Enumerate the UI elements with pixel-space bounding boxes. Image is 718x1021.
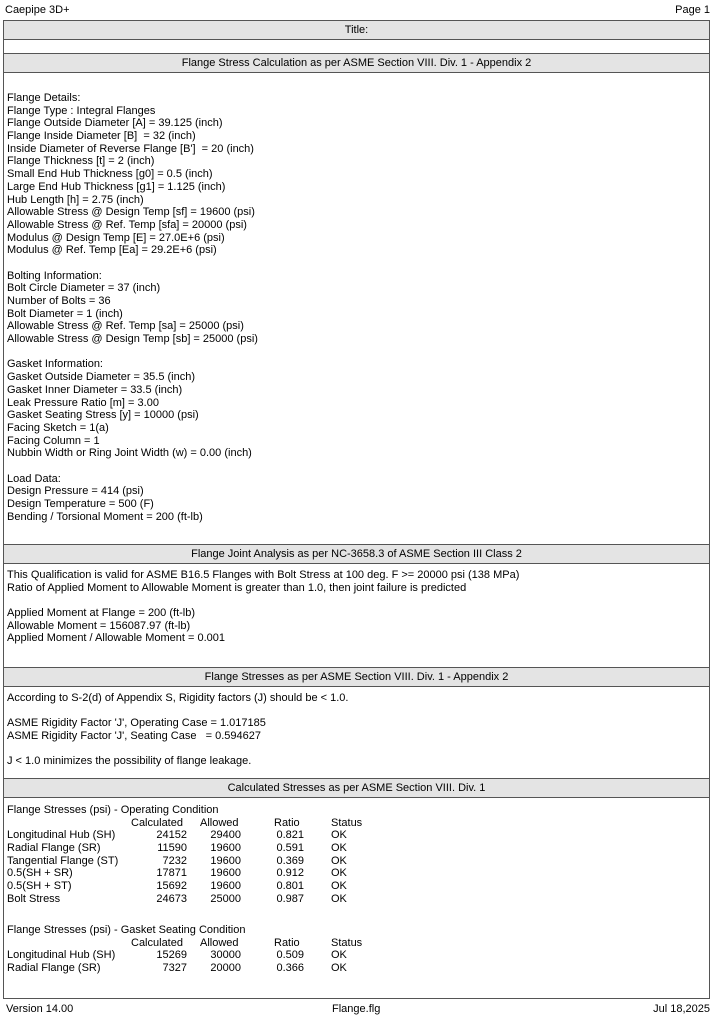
text-line: Allowable Moment = 156087.97 (ft-lb) bbox=[7, 619, 191, 632]
text-line: Flange Outside Diameter [A] = 39.125 (inch) bbox=[7, 117, 223, 130]
table-cell: 24152 bbox=[156, 829, 187, 842]
table-cell: OK bbox=[331, 962, 347, 975]
text-line: Small End Hub Thickness [g0] = 0.5 (inch) bbox=[7, 168, 213, 181]
text-line: This Qualification is valid for ASME B16.5 Flanges with Bolt Stress at 100 deg. F >= 20000 psi (138 MPa) bbox=[7, 569, 520, 581]
text-line: Hub Length [h] = 2.75 (inch) bbox=[7, 193, 144, 206]
app-name: Caepipe 3D+ bbox=[5, 4, 70, 16]
table-cell: 0.801 bbox=[276, 880, 304, 893]
table-row bbox=[7, 880, 347, 893]
table-cell: OK bbox=[331, 829, 347, 842]
text-line: Bolt Circle Diameter = 37 (inch) bbox=[7, 282, 161, 295]
table-cell: 0.5(SH + ST) bbox=[7, 880, 72, 893]
text-line: Load Data: bbox=[7, 472, 61, 485]
text-line: Flange Inside Diameter [B] = 32 (inch) bbox=[7, 130, 196, 143]
table-cell: 20000 bbox=[210, 962, 241, 975]
text-line: Applied Moment / Allowable Moment = 0.001 bbox=[7, 632, 225, 645]
section-heading-joint-analysis: Flange Joint Analysis as per NC-3658.3 of ASME Section III Class 2 bbox=[4, 544, 709, 564]
title-label: Title: bbox=[4, 21, 709, 40]
section-heading-flange-calc: Flange Stress Calculation as per ASME Section VIII. Div. 1 - Appendix 2 bbox=[4, 53, 709, 73]
column-header: Ratio bbox=[274, 936, 300, 949]
column-header: Calculated bbox=[131, 816, 183, 829]
table-cell: 19600 bbox=[210, 842, 241, 855]
section-heading-calculated: Calculated Stresses as per ASME Section VIII. Div. 1 bbox=[4, 778, 709, 798]
flange-details-block bbox=[7, 92, 258, 523]
column-header: Status bbox=[331, 936, 363, 949]
table-cell: OK bbox=[331, 867, 347, 880]
section-heading-flange-stresses: Flange Stresses as per ASME Section VIII. Div. 1 - Appendix 2 bbox=[4, 667, 709, 687]
text-line: Large End Hub Thickness [g1] = 1.125 (inch) bbox=[7, 180, 226, 193]
blank-line bbox=[7, 743, 348, 756]
table-row bbox=[7, 854, 347, 868]
table-cell: 11590 bbox=[157, 842, 187, 855]
table-header bbox=[7, 816, 363, 830]
text-line: Applied Moment at Flange = 200 (ft-lb) bbox=[7, 607, 196, 620]
table-cell: 0.821 bbox=[276, 829, 304, 842]
table-cell: Longitudinal Hub (SH) bbox=[7, 829, 116, 842]
table-row bbox=[7, 962, 347, 975]
table-cell: 24673 bbox=[156, 892, 187, 905]
table-cell: 7327 bbox=[162, 962, 187, 975]
text-line: Number of Bolts = 36 bbox=[7, 295, 111, 307]
column-header: Ratio bbox=[274, 816, 300, 829]
text-line: Gasket Information: bbox=[7, 358, 103, 371]
text-line: Allowable Stress @ Ref. Temp [sa] = 25000 (psi) bbox=[7, 320, 244, 333]
text-line: Facing Column = 1 bbox=[7, 434, 100, 447]
column-header: Allowed bbox=[200, 936, 239, 949]
table-cell: 25000 bbox=[210, 892, 241, 905]
text-line: Facing Sketch = 1(a) bbox=[7, 421, 109, 434]
text-line: Nubbin Width or Ring Joint Width (w) = 0.00 (inch) bbox=[7, 447, 252, 460]
text-line: Allowable Stress @ Design Temp [sf] = 19600 (psi) bbox=[7, 206, 255, 219]
file-name: Flange.flg bbox=[332, 1003, 381, 1015]
blank-line bbox=[7, 257, 258, 270]
table-cell: 29400 bbox=[210, 829, 241, 842]
report-date: Jul 18,2025 bbox=[653, 1003, 710, 1015]
table-cell: Radial Flange (SR) bbox=[7, 842, 101, 855]
table-row bbox=[7, 949, 347, 962]
text-line: Allowable Stress @ Design Temp [sb] = 25000 (psi) bbox=[7, 333, 258, 346]
table-header bbox=[7, 936, 363, 950]
text-line: According to S-2(d) of Appendix S, Rigidity factors (J) should be < 1.0. bbox=[7, 692, 349, 704]
text-line: Gasket Inner Diameter = 33.5 (inch) bbox=[7, 383, 183, 396]
table-cell: 7232 bbox=[162, 854, 187, 867]
text-line: Gasket Seating Stress [y] = 10000 (psi) bbox=[7, 409, 199, 422]
table-cell: 0.987 bbox=[276, 892, 304, 905]
table-cell: OK bbox=[331, 854, 347, 867]
table-cell: 0.509 bbox=[276, 949, 304, 962]
table-cell: OK bbox=[331, 880, 347, 893]
table-cell: OK bbox=[331, 949, 347, 962]
table-cell: 0.591 bbox=[276, 842, 304, 855]
table-row bbox=[7, 867, 347, 880]
text-line: ASME Rigidity Factor 'J', Operating Case = 1.017185 bbox=[7, 717, 266, 730]
text-line: Leak Pressure Ratio [m] = 3.00 bbox=[7, 396, 159, 409]
table-cell: 19600 bbox=[210, 880, 241, 893]
table-row bbox=[7, 829, 347, 842]
table-cell: Bolt Stress bbox=[7, 892, 61, 905]
table-cell: 0.5(SH + SR) bbox=[7, 867, 73, 880]
version-label: Version 14.00 bbox=[6, 1003, 74, 1015]
text-line: Ratio of Applied Moment to Allowable Moment is greater than 1.0, then joint failure is predicted bbox=[7, 581, 467, 594]
flange-stresses-block bbox=[7, 692, 348, 768]
text-line: Bending / Torsional Moment = 200 (ft-lb) bbox=[7, 510, 203, 523]
blank-line bbox=[7, 460, 258, 473]
text-line: Modulus @ Ref. Temp [Ea] = 29.2E+6 (psi) bbox=[7, 244, 217, 257]
text-line: Inside Diameter of Reverse Flange [B'] = 20 (inch) bbox=[7, 142, 254, 155]
table-title: Flange Stresses (psi) - Operating Condition bbox=[7, 804, 219, 816]
column-header: Allowed bbox=[200, 816, 239, 829]
table-row bbox=[7, 842, 347, 855]
table-cell: 0.912 bbox=[276, 867, 304, 880]
table-cell: 0.369 bbox=[276, 854, 304, 867]
text-line: ASME Rigidity Factor 'J', Seating Case = 0.594627 bbox=[7, 730, 261, 743]
text-line: Bolt Diameter = 1 (inch) bbox=[7, 307, 123, 320]
table-cell: 15692 bbox=[156, 880, 187, 893]
table-cell: 0.366 bbox=[276, 962, 304, 975]
text-line: Flange Thickness [t] = 2 (inch) bbox=[7, 155, 155, 168]
table-cell: OK bbox=[331, 842, 347, 855]
table-cell: Longitudinal Hub (SH) bbox=[7, 949, 116, 962]
text-line: Gasket Outside Diameter = 35.5 (inch) bbox=[7, 371, 195, 384]
table-cell: 19600 bbox=[210, 854, 241, 867]
text-line: Bolting Information: bbox=[7, 269, 102, 282]
column-header: Status bbox=[331, 816, 363, 829]
text-line: Design Temperature = 500 (F) bbox=[7, 498, 154, 510]
table-cell: OK bbox=[331, 892, 347, 905]
table-cell: 17871 bbox=[156, 867, 187, 880]
joint-analysis-block bbox=[7, 569, 519, 645]
table-cell: 19600 bbox=[210, 867, 241, 880]
report-frame bbox=[3, 20, 710, 999]
table-cell: 15269 bbox=[156, 949, 187, 962]
text-line: Flange Type : Integral Flanges bbox=[7, 104, 156, 117]
text-line: J < 1.0 minimizes the possibility of flange leakage. bbox=[7, 755, 252, 768]
table-cell: Radial Flange (SR) bbox=[7, 962, 101, 975]
text-line: Allowable Stress @ Ref. Temp [sfa] = 20000 (psi) bbox=[7, 218, 247, 231]
table-cell: 30000 bbox=[210, 949, 241, 962]
blank-line bbox=[7, 705, 348, 718]
text-line: Design Pressure = 414 (psi) bbox=[7, 485, 144, 498]
table-row bbox=[7, 892, 347, 906]
table-cell: Tangential Flange (ST) bbox=[7, 854, 119, 867]
operating-table bbox=[7, 804, 363, 906]
column-header: Calculated bbox=[131, 936, 183, 949]
text-line: Flange Details: bbox=[7, 92, 81, 104]
text-line: Modulus @ Design Temp [E] = 27.0E+6 (psi) bbox=[7, 231, 225, 244]
blank-line bbox=[7, 594, 519, 607]
blank-line bbox=[7, 346, 258, 359]
seating-table bbox=[7, 924, 363, 975]
page-number: Page 1 bbox=[675, 4, 710, 16]
table-title: Flange Stresses (psi) - Gasket Seating Condition bbox=[7, 924, 246, 936]
